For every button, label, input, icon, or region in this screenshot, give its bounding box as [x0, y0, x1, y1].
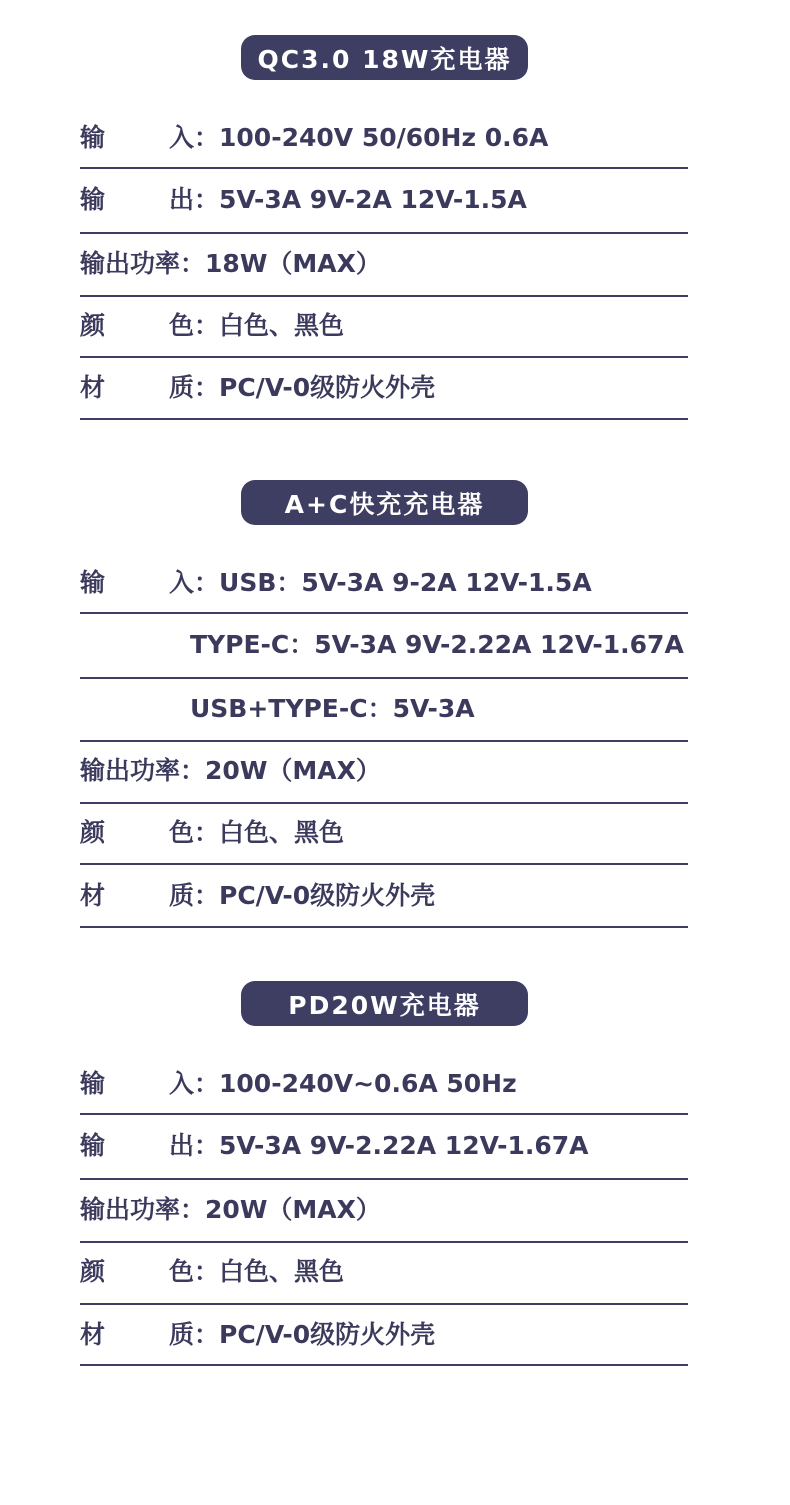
spec-value: USB+TYPE-C：5V-3A — [190, 694, 475, 723]
section-title-badge — [241, 35, 528, 80]
spec-value: PC/V-0级防火外壳 — [219, 373, 436, 402]
spec-colon: ： — [180, 249, 206, 278]
spec-value: TYPE-C：5V-3A 9V-2.22A 12V-1.67A — [190, 630, 684, 659]
spec-row-input — [80, 1061, 688, 1115]
spec-row-output-power — [80, 240, 688, 297]
section-title: PD20W充电器 — [288, 990, 481, 1020]
spec-label: 输 入 — [80, 568, 194, 597]
spec-label: 颜 色 — [80, 818, 194, 847]
spec-row-input-usb — [80, 560, 688, 614]
spec-row-output-power — [80, 748, 688, 804]
spec-label: 材 质 — [80, 881, 194, 910]
spec-row-color — [80, 303, 688, 358]
spec-colon: ： — [194, 818, 220, 847]
spec-value: 5V-3A 9V-2.22A 12V-1.67A — [219, 1131, 589, 1160]
spec-value: 白色、黑色 — [219, 311, 345, 340]
spec-row-material — [80, 364, 688, 420]
spec-value: PC/V-0级防火外壳 — [219, 881, 436, 910]
spec-value: PC/V-0级防火外壳 — [219, 1320, 436, 1349]
spec-value: 白色、黑色 — [219, 1257, 345, 1286]
spec-value: 20W（MAX） — [205, 756, 381, 785]
spec-row-output — [80, 1123, 688, 1180]
spec-row-material — [80, 872, 688, 928]
spec-colon: ： — [194, 881, 220, 910]
spec-value: USB：5V-3A 9-2A 12V-1.5A — [219, 568, 592, 597]
spec-colon: ： — [194, 373, 220, 402]
spec-row-material — [80, 1311, 688, 1366]
spec-colon: ： — [194, 1320, 220, 1349]
section-title-badge — [241, 480, 528, 525]
spec-label: 材 质 — [80, 1320, 194, 1349]
spec-colon: ： — [194, 1069, 220, 1098]
spec-colon: ： — [194, 568, 220, 597]
spec-row-input-usb-typec — [80, 686, 688, 742]
spec-label: 输 出 — [80, 185, 194, 214]
spec-label: 输出功率 — [80, 249, 181, 278]
spec-value: 白色、黑色 — [219, 818, 345, 847]
spec-label: 颜 色 — [80, 1257, 194, 1286]
spec-row-color — [80, 810, 688, 865]
spec-colon: ： — [194, 123, 220, 152]
spec-row-output-power — [80, 1187, 688, 1243]
spec-label: 颜 色 — [80, 311, 194, 340]
spec-colon: ： — [194, 185, 220, 214]
section-title: QC3.0 18W充电器 — [257, 44, 512, 74]
spec-value: 100-240V~0.6A 50Hz — [219, 1069, 517, 1098]
spec-colon: ： — [194, 1131, 220, 1160]
spec-value: 18W（MAX） — [205, 249, 381, 278]
spec-row-input-typec — [80, 622, 688, 679]
spec-colon: ： — [194, 1257, 220, 1286]
spec-label: 输 出 — [80, 1131, 194, 1160]
section-title: A+C快充充电器 — [284, 489, 485, 519]
spec-colon: ： — [180, 1195, 206, 1224]
spec-row-color — [80, 1249, 688, 1305]
spec-label: 输出功率 — [80, 1195, 181, 1224]
spec-label: 输 入 — [80, 123, 194, 152]
spec-label: 材 质 — [80, 373, 194, 402]
spec-row-output — [80, 177, 688, 234]
spec-label: 输 入 — [80, 1069, 194, 1098]
spec-colon: ： — [194, 311, 220, 340]
section-title-badge — [241, 981, 528, 1026]
spec-row-input — [80, 115, 688, 169]
spec-value: 100-240V 50/60Hz 0.6A — [219, 123, 549, 152]
spec-value: 5V-3A 9V-2A 12V-1.5A — [219, 185, 527, 214]
spec-colon: ： — [180, 756, 206, 785]
spec-label: 输出功率 — [80, 756, 181, 785]
spec-value: 20W（MAX） — [205, 1195, 381, 1224]
